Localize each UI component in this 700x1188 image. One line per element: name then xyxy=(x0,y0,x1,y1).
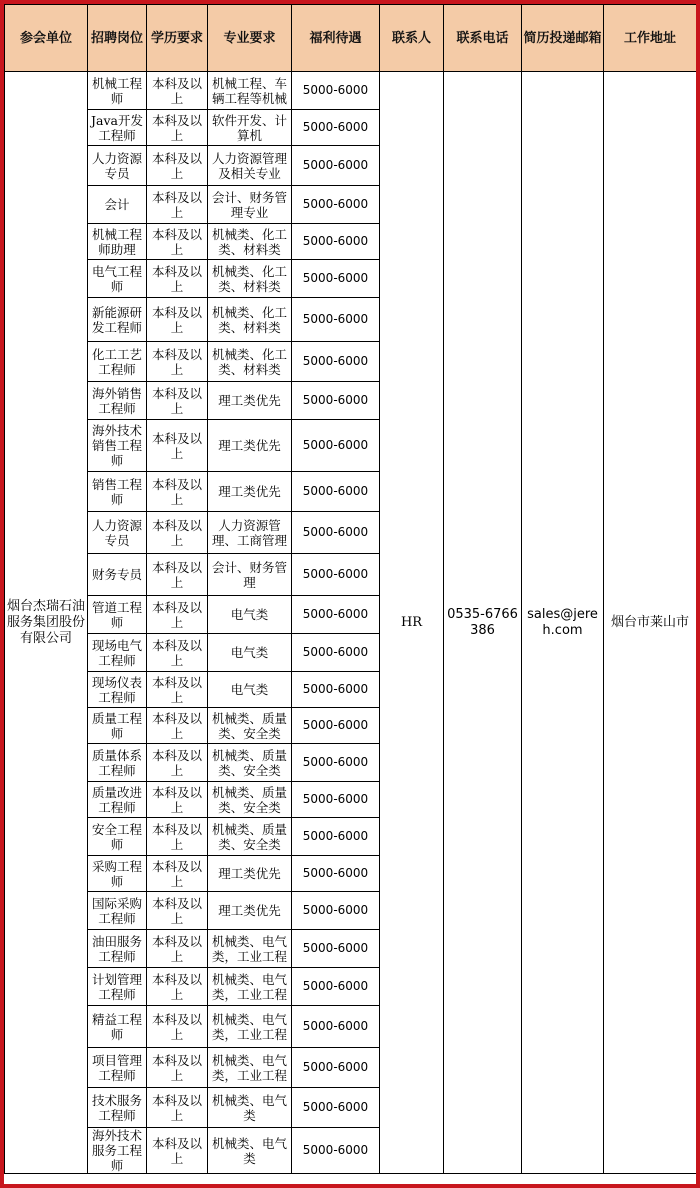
education-cell: 本科及以上 xyxy=(147,260,208,298)
salary-cell: 5000-6000 xyxy=(292,930,380,968)
salary-cell: 5000-6000 xyxy=(292,298,380,342)
education-cell: 本科及以上 xyxy=(147,596,208,634)
phone-cell: 0535-6766386 xyxy=(444,72,522,1174)
major-cell: 机械类、质量类、安全类 xyxy=(208,708,292,744)
position-cell: 机械工程师助理 xyxy=(88,224,147,260)
email-cell: sales@jereh.com xyxy=(522,72,604,1174)
salary-cell: 5000-6000 xyxy=(292,554,380,596)
salary-cell: 5000-6000 xyxy=(292,596,380,634)
major-cell: 理工类优先 xyxy=(208,856,292,892)
position-cell: 采购工程师 xyxy=(88,856,147,892)
salary-cell: 5000-6000 xyxy=(292,110,380,146)
education-cell: 本科及以上 xyxy=(147,554,208,596)
education-cell: 本科及以上 xyxy=(147,930,208,968)
major-cell: 软件开发、计算机 xyxy=(208,110,292,146)
position-cell: 项目管理工程师 xyxy=(88,1048,147,1088)
salary-cell: 5000-6000 xyxy=(292,382,380,420)
major-cell: 会计、财务管理专业 xyxy=(208,186,292,224)
salary-cell: 5000-6000 xyxy=(292,968,380,1006)
education-cell: 本科及以上 xyxy=(147,892,208,930)
education-cell: 本科及以上 xyxy=(147,110,208,146)
education-cell: 本科及以上 xyxy=(147,708,208,744)
education-cell: 本科及以上 xyxy=(147,298,208,342)
education-cell: 本科及以上 xyxy=(147,224,208,260)
major-cell: 理工类优先 xyxy=(208,472,292,512)
position-cell: 质量改进工程师 xyxy=(88,782,147,818)
major-cell: 电气类 xyxy=(208,634,292,672)
education-cell: 本科及以上 xyxy=(147,72,208,110)
major-cell: 电气类 xyxy=(208,672,292,708)
position-cell: 国际采购工程师 xyxy=(88,892,147,930)
major-cell: 机械类、化工类、材料类 xyxy=(208,342,292,382)
position-cell: 化工工艺工程师 xyxy=(88,342,147,382)
major-cell: 机械类、质量类、安全类 xyxy=(208,818,292,856)
salary-cell: 5000-6000 xyxy=(292,72,380,110)
header-email: 简历投递邮箱 xyxy=(522,5,604,72)
position-cell: 会计 xyxy=(88,186,147,224)
education-cell: 本科及以上 xyxy=(147,968,208,1006)
position-cell: 人力资源专员 xyxy=(88,146,147,186)
education-cell: 本科及以上 xyxy=(147,1048,208,1088)
salary-cell: 5000-6000 xyxy=(292,672,380,708)
position-cell: 管道工程师 xyxy=(88,596,147,634)
major-cell: 机械类、电气类，工业工程 xyxy=(208,930,292,968)
major-cell: 机械类、质量类、安全类 xyxy=(208,782,292,818)
position-cell: 海外销售工程师 xyxy=(88,382,147,420)
education-cell: 本科及以上 xyxy=(147,420,208,472)
salary-cell: 5000-6000 xyxy=(292,818,380,856)
education-cell: 本科及以上 xyxy=(147,186,208,224)
position-cell: 精益工程师 xyxy=(88,1006,147,1048)
salary-cell: 5000-6000 xyxy=(292,708,380,744)
position-cell: 销售工程师 xyxy=(88,472,147,512)
position-cell: 计划管理工程师 xyxy=(88,968,147,1006)
salary-cell: 5000-6000 xyxy=(292,1048,380,1088)
position-cell: 财务专员 xyxy=(88,554,147,596)
header-address: 工作地址 xyxy=(604,5,697,72)
position-cell: 新能源研发工程师 xyxy=(88,298,147,342)
major-cell: 理工类优先 xyxy=(208,892,292,930)
major-cell: 机械类、化工类、材料类 xyxy=(208,260,292,298)
salary-cell: 5000-6000 xyxy=(292,1128,380,1174)
major-cell: 会计、财务管理 xyxy=(208,554,292,596)
header-row xyxy=(5,5,697,72)
salary-cell: 5000-6000 xyxy=(292,224,380,260)
education-cell: 本科及以上 xyxy=(147,342,208,382)
major-cell: 电气类 xyxy=(208,596,292,634)
salary-cell: 5000-6000 xyxy=(292,186,380,224)
major-cell: 机械类、化工类、材料类 xyxy=(208,298,292,342)
header-company: 参会单位 xyxy=(5,5,88,72)
education-cell: 本科及以上 xyxy=(147,1088,208,1128)
salary-cell: 5000-6000 xyxy=(292,892,380,930)
position-cell: 电气工程师 xyxy=(88,260,147,298)
major-cell: 机械类、电气类，工业工程 xyxy=(208,1048,292,1088)
major-cell: 机械类、电气类，工业工程 xyxy=(208,968,292,1006)
position-cell: 现场电气工程师 xyxy=(88,634,147,672)
salary-cell: 5000-6000 xyxy=(292,1088,380,1128)
major-cell: 人力资源管理、工商管理 xyxy=(208,512,292,554)
position-cell: 现场仪表工程师 xyxy=(88,672,147,708)
position-cell: Java开发工程师 xyxy=(88,110,147,146)
position-cell: 质量工程师 xyxy=(88,708,147,744)
job-table-body xyxy=(5,72,697,1174)
major-cell: 机械工程、车辆工程等机械 xyxy=(208,72,292,110)
position-cell: 质量体系工程师 xyxy=(88,744,147,782)
salary-cell: 5000-6000 xyxy=(292,342,380,382)
major-cell: 理工类优先 xyxy=(208,420,292,472)
header-contact: 联系人 xyxy=(380,5,444,72)
education-cell: 本科及以上 xyxy=(147,1006,208,1048)
education-cell: 本科及以上 xyxy=(147,382,208,420)
position-cell: 机械工程师 xyxy=(88,72,147,110)
salary-cell: 5000-6000 xyxy=(292,782,380,818)
position-cell: 海外技术服务工程师 xyxy=(88,1128,147,1174)
salary-cell: 5000-6000 xyxy=(292,472,380,512)
recruitment-table xyxy=(4,4,696,1174)
position-cell: 技术服务工程师 xyxy=(88,1088,147,1128)
salary-cell: 5000-6000 xyxy=(292,146,380,186)
salary-cell: 5000-6000 xyxy=(292,1006,380,1048)
salary-cell: 5000-6000 xyxy=(292,512,380,554)
position-cell: 安全工程师 xyxy=(88,818,147,856)
salary-cell: 5000-6000 xyxy=(292,260,380,298)
contact-cell: HR xyxy=(380,72,444,1174)
salary-cell: 5000-6000 xyxy=(292,420,380,472)
header-salary: 福利待遇 xyxy=(292,5,380,72)
table-row xyxy=(5,72,697,110)
position-cell: 油田服务工程师 xyxy=(88,930,147,968)
education-cell: 本科及以上 xyxy=(147,672,208,708)
salary-cell: 5000-6000 xyxy=(292,634,380,672)
header-position: 招聘岗位 xyxy=(88,5,147,72)
education-cell: 本科及以上 xyxy=(147,1128,208,1174)
education-cell: 本科及以上 xyxy=(147,818,208,856)
major-cell: 机械类、电气类 xyxy=(208,1128,292,1174)
major-cell: 机械类、电气类 xyxy=(208,1088,292,1128)
position-cell: 人力资源专员 xyxy=(88,512,147,554)
education-cell: 本科及以上 xyxy=(147,634,208,672)
major-cell: 机械类、电气类，工业工程 xyxy=(208,1006,292,1048)
major-cell: 机械类、化工类、材料类 xyxy=(208,224,292,260)
major-cell: 人力资源管理及相关专业 xyxy=(208,146,292,186)
education-cell: 本科及以上 xyxy=(147,146,208,186)
header-phone: 联系电话 xyxy=(444,5,522,72)
header-major: 专业要求 xyxy=(208,5,292,72)
major-cell: 机械类、质量类、安全类 xyxy=(208,744,292,782)
education-cell: 本科及以上 xyxy=(147,856,208,892)
address-cell: 烟台市莱山市 xyxy=(604,72,697,1174)
recruitment-table-frame xyxy=(4,4,696,1184)
header-education: 学历要求 xyxy=(147,5,208,72)
company-cell: 烟台杰瑞石油服务集团股份有限公司 xyxy=(5,72,88,1174)
education-cell: 本科及以上 xyxy=(147,782,208,818)
education-cell: 本科及以上 xyxy=(147,744,208,782)
major-cell: 理工类优先 xyxy=(208,382,292,420)
position-cell: 海外技术销售工程师 xyxy=(88,420,147,472)
education-cell: 本科及以上 xyxy=(147,512,208,554)
salary-cell: 5000-6000 xyxy=(292,744,380,782)
salary-cell: 5000-6000 xyxy=(292,856,380,892)
education-cell: 本科及以上 xyxy=(147,472,208,512)
